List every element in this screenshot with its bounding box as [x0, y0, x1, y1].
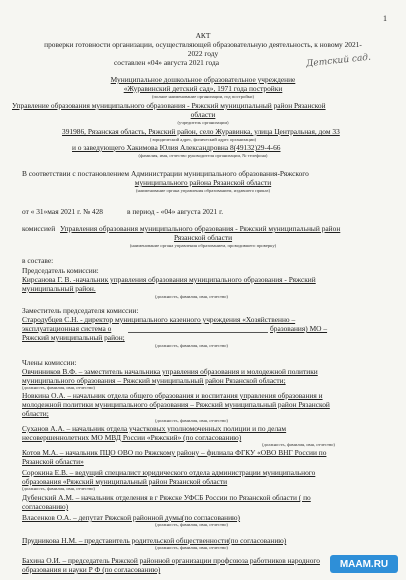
field-caption: ( юридический адрес, физический адрес организации)	[149, 137, 257, 142]
commission-body: Управления образования муниципального образования - Ряжский муниципальный район	[60, 224, 341, 233]
chair-person: Кирсанова Г. В. -начальник управления образования муниципального образования - Ряжский	[22, 275, 316, 284]
compiled-date: составлен «04» августа 2021 года	[114, 58, 220, 67]
field-caption: (должность, фамилия, имя, отчество)	[155, 418, 228, 423]
handwritten-note: Детский сад.	[305, 52, 372, 70]
commission-label: комиссией	[22, 224, 56, 233]
member: Суханов А.А. – начальник отдела участковых уполномоченных полиции и по делам	[22, 424, 287, 433]
deputy-person: Стародубцев С.Н. - директор муниципального казенного учреждения «Хозяйственно –	[22, 315, 296, 324]
deputy-label: Заместитель председателя комиссии:	[22, 306, 139, 315]
order-date: от « 31»мая 2021 г. № 428	[22, 207, 103, 216]
member: муниципального образования – Ряжский муниципальный район Рязанской области;	[22, 376, 286, 385]
member: Прудникова Н.М. – представитель родительской общественности(по согласованию)	[22, 536, 287, 545]
head-of-organization: и о заведующего Хакимова Юлия Александровна 8(49132)29-4-66	[72, 143, 281, 152]
field-caption: (должность, фамилия, имя, отчество)	[155, 545, 228, 550]
deputy-person: Ряжский муниципальный район;	[22, 333, 125, 342]
deputy-person: бразования) МО –	[270, 324, 328, 333]
member: области;	[22, 409, 49, 418]
member: Овчинников В.Ф. – заместитель начальника управления образования и молодежной политики	[22, 367, 318, 376]
blank-line	[128, 332, 268, 333]
founder: области	[190, 110, 216, 119]
member: несовершеннолетних МО МВД России «Ряжский» (по согласованию)	[22, 433, 242, 442]
composition-label: в составе:	[22, 256, 54, 265]
basis: муниципального района Рязанской области	[134, 178, 272, 187]
watermark-logo: MAAM.RU	[330, 555, 398, 573]
field-caption: (наименование органа управления образованием, издавшего приказ)	[136, 188, 270, 193]
member: Рязанской области»	[22, 457, 84, 466]
document-title: АКТ	[195, 31, 211, 40]
page-number: 1	[383, 14, 387, 23]
organization-name: «Журавинский детский сад», 1971 года постройки	[123, 84, 283, 93]
address: 391986, Рязанская область, Ряжский район, село Журавинка, улица Центральная, дом 33	[62, 127, 340, 136]
field-caption: (должность, фамилия, имя, отчество)	[155, 522, 228, 527]
field-caption: (должность, фамилия, имя, отчество)	[155, 294, 228, 299]
member: Новкина О.А. – начальник отдела общего образования и воспитания управления образования и	[22, 391, 323, 400]
deputy-person: эксплуатационная система о	[22, 324, 112, 333]
subtitle-line: проверки готовности организации, осуществляющей образовательную деятельность, к новому 2021-	[44, 40, 362, 49]
inspection-period: в период - «04» августа 2021 г.	[127, 207, 224, 216]
member: Бахина О.И. – председатель Ряжской районной организации профсоюза работников народного	[22, 556, 320, 565]
member: молодежной политики муниципального образования – Ряжский муниципальный район Рязанской	[22, 400, 330, 409]
subtitle-line: 2022 году	[187, 49, 219, 58]
members-label: Члены комиссии:	[22, 358, 77, 367]
member: Сорокина Е.В. – ведущий специалист юридического отдела администрации муниципального	[22, 468, 316, 477]
member: Дубенский А.М. – начальник отделения в г Ряжске УФСБ России по Рязанской области ( по	[22, 493, 311, 502]
field-caption: (должность, фамилия, имя, отчество)	[155, 343, 228, 348]
field-caption: (фамилия, имя, отчество руководителя организации, № телефона)	[138, 153, 268, 158]
chair-label: Председатель комиссии:	[22, 266, 99, 275]
field-caption: (должность, фамилия, имя, отчество)	[22, 385, 95, 390]
field-caption: (учредитель организации)	[177, 120, 229, 125]
organization-name: Муниципальное дошкольное образовательное учреждение	[110, 75, 296, 84]
field-caption: (полное наименование организации, год постройки)	[151, 94, 255, 99]
basis: В соответствии с постановлением Администрации муниципального образования-Ряжского	[22, 169, 309, 178]
member: образования и науки Р Ф (по согласованию)	[22, 565, 161, 574]
field-caption: (должность, фамилия, имя, отчество)	[262, 442, 335, 447]
commission-body: Рязанской области	[173, 233, 233, 242]
chair-person: муниципальный район.	[22, 284, 96, 293]
founder: Управление образования муниципального образования - Ряжский муниципальный район Рязанской	[12, 101, 326, 110]
member: образования «Ряжский муниципальный район Рязанской области	[22, 477, 228, 486]
member: Котов М.А. – начальник ПЦО ОВО по Ряжскому району – филиала ФГКУ «ОВО ВНГ России по	[22, 448, 327, 457]
field-caption: (должность, фамилия, имя, отчество)	[22, 486, 95, 491]
member: Власенков О.А. – депутат Ряжской районной думы(по согласованию)	[22, 513, 241, 522]
member: согласованию)	[22, 502, 69, 511]
field-caption: (наименование органа управления образованием, проводившего проверку)	[129, 243, 277, 248]
